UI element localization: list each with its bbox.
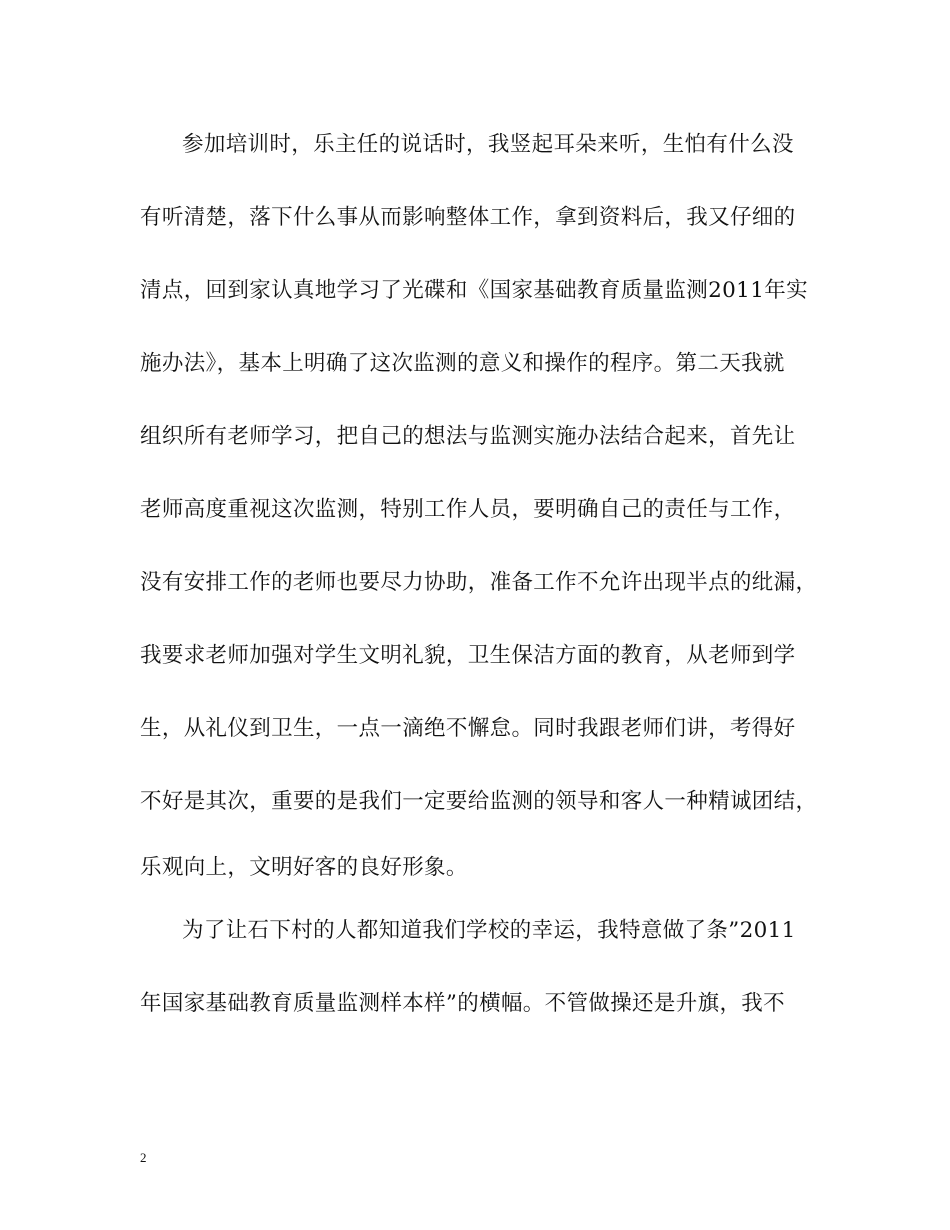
text-line: 老师高度重视这次监测，特别工作人员，要明确自己的责任与工作， [140, 497, 796, 522]
text-line: 组织所有老师学习，把自己的想法与监测实施办法结合起来，首先让 [140, 424, 796, 449]
text-line: 有听清楚，落下什么事从而影响整体工作，拿到资料后，我又仔细的 [140, 205, 796, 230]
text-line: 参加培训时，乐主任的说话时，我竖起耳朵来听，生怕有什么没 [182, 132, 794, 157]
text-line: 施办法》，基本上明确了这次监测的意义和操作的程序。第二天我就 [140, 351, 785, 376]
text-line: 乐观向上，文明好客的良好形象。 [140, 855, 468, 880]
text-line: 不好是其次，重要的是我们一定要给监测的领导和客人一种精诚团结， [140, 789, 818, 814]
page-number: 2 [140, 1150, 147, 1165]
text-line: 我要求老师加强对学生文明礼貌，卫生保洁方面的教育，从老师到学 [140, 643, 796, 668]
text-line: 生，从礼仪到卫生，一点一滴绝不懈怠。同时我跟老师们讲，考得好 [140, 716, 796, 741]
text-line: 年国家基础教育质量监测样本样”的横幅。不管做操还是升旗，我不 [140, 991, 785, 1016]
text-line: 为了让石下村的人都知道我们学校的幸运，我特意做了条”2011 [182, 918, 796, 943]
text-line: 清点，回到家认真地学习了光碟和《国家基础教育质量监测2011年实 [140, 278, 808, 303]
text-line: 没有安排工作的老师也要尽力协助，准备工作不允许出现半点的纰漏， [140, 570, 818, 595]
